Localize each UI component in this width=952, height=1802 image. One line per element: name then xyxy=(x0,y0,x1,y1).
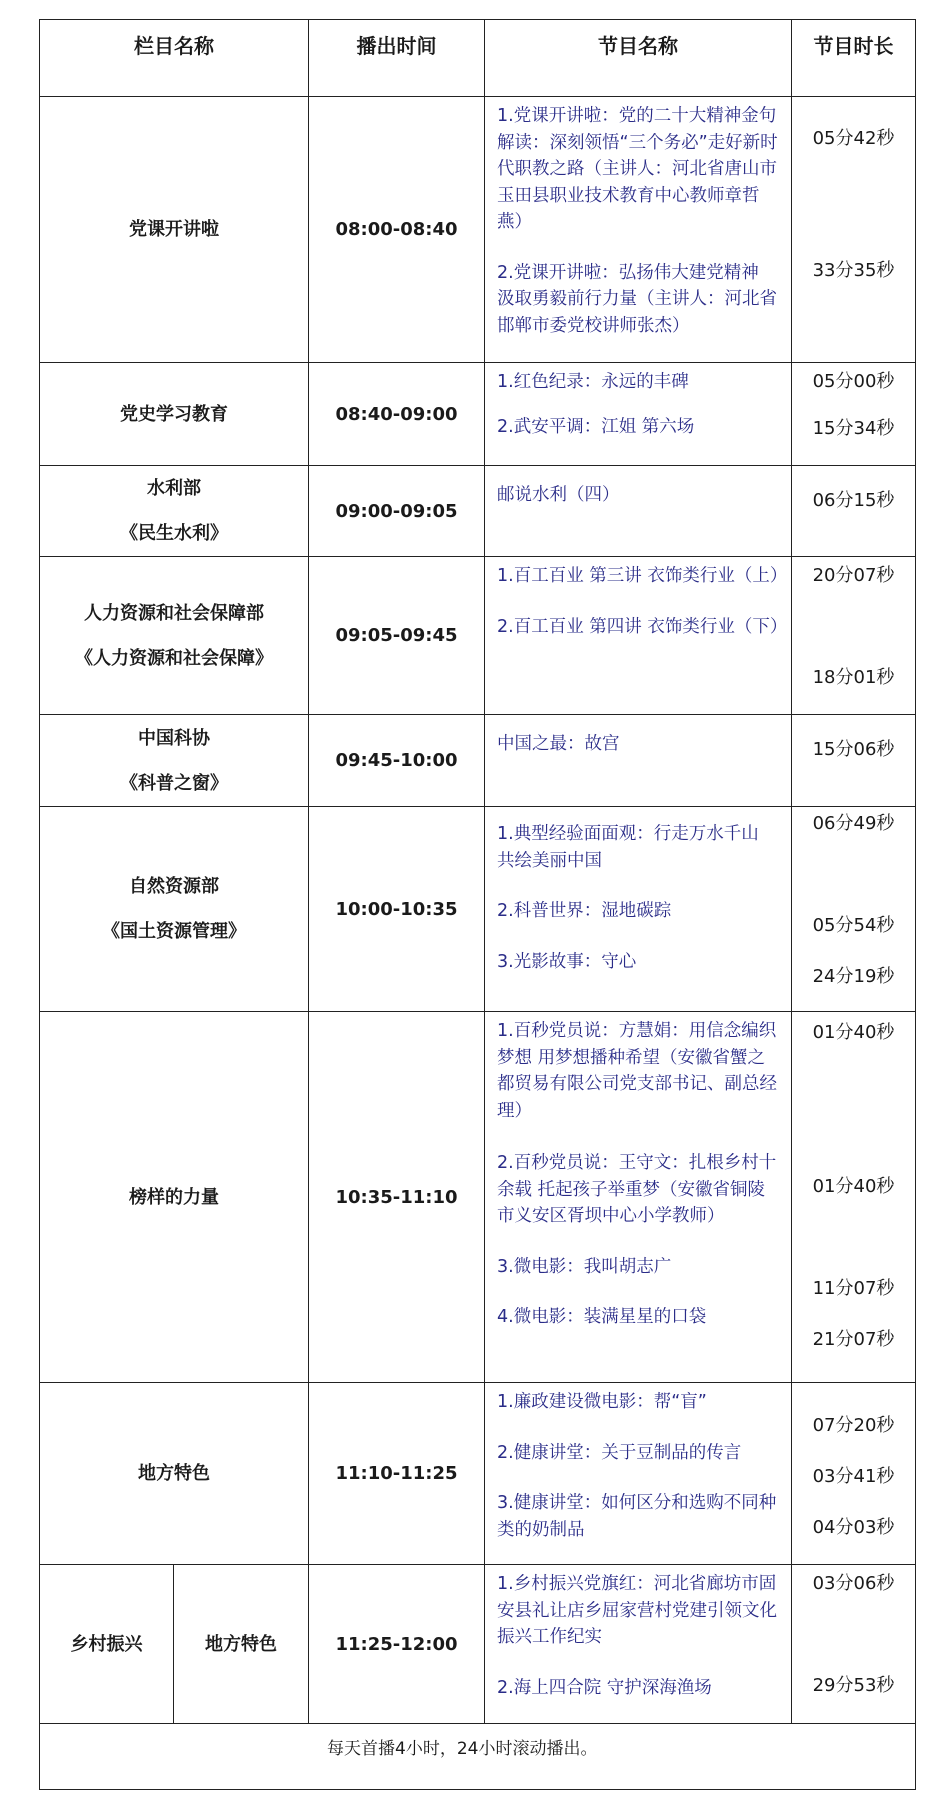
program-list xyxy=(485,363,792,466)
air-time: 11:10-11:25 xyxy=(309,1383,485,1565)
section-line: 《民生水利》 xyxy=(120,523,228,544)
table-row xyxy=(40,363,916,466)
program-item: 1.党课开讲啦：党的二十大精神金句解读：深刻领悟“三个务必”走好新时代职教之路（主讲人：河北省唐山市玉田县职业技术教育中心教师章哲燕） xyxy=(497,106,778,232)
duration: 20分07秒 xyxy=(812,565,895,586)
section-line: 水利部 xyxy=(147,478,201,499)
program-item: 中国之最：故宫 xyxy=(497,734,620,754)
program-item: 1.百工百业 第三讲 衣饰类行业（上） xyxy=(497,566,788,586)
program-item: 2.海上四合院 守护深海渔场 xyxy=(497,1677,712,1698)
duration: 05分54秒 xyxy=(812,915,895,936)
section-name xyxy=(40,466,309,557)
duration: 15分06秒 xyxy=(812,739,895,760)
program-list xyxy=(485,1012,792,1383)
section-line: 人力资源和社会保障部 xyxy=(84,602,264,624)
program-item: 1.红色纪录：永远的丰碑 xyxy=(497,372,689,392)
duration-cell xyxy=(792,1565,916,1724)
program-item: 2.百秒党员说：王守文：扎根乡村十余载 托起孩子举重梦（安徽省铜陵市义安区胥坝中心小学教师） xyxy=(497,1153,777,1226)
section-name xyxy=(40,363,309,466)
program-item: 1.乡村振兴党旗红：河北省廊坊市固安县礼让店乡屈家营村党建引领文化振兴工作纪实 xyxy=(497,1574,777,1647)
program-item: 3.光影故事：守心 xyxy=(497,951,637,972)
section-name xyxy=(40,807,309,1012)
program-item: 邮说水利（四） xyxy=(497,485,620,505)
section-line: 榜样的力量 xyxy=(129,1186,219,1208)
duration: 06分49秒 xyxy=(812,813,895,834)
table-row xyxy=(40,557,916,715)
program-item: 2.党课开讲啦：弘扬伟大建党精神 汲取勇毅前行力量（主讲人：河北省邯郸市委党校讲师张杰） xyxy=(497,262,777,336)
section-line: 党史学习教育 xyxy=(120,403,228,425)
duration-cell xyxy=(792,807,916,1012)
program-list xyxy=(485,715,792,807)
section-line: 党课开讲啦 xyxy=(129,219,219,240)
duration: 18分01秒 xyxy=(812,667,895,688)
section-line: 地方特色 xyxy=(138,1463,210,1484)
program-list xyxy=(485,97,792,363)
duration-cell xyxy=(792,363,916,466)
schedule-table xyxy=(39,19,916,1790)
section-line: 地方特色 xyxy=(205,1633,277,1655)
header-program: 节目名称 xyxy=(485,20,792,97)
program-list xyxy=(485,807,792,1012)
program-item: 1.百秒党员说：方慧娟：用信念编织梦想 用梦想播种希望（安徽省蟹之都贸易有限公司党支部书记、副总经理） xyxy=(497,1021,777,1121)
table-row xyxy=(40,466,916,557)
section-name xyxy=(40,557,309,715)
table-row xyxy=(40,1565,916,1724)
table-row xyxy=(40,715,916,807)
program-item: 1.廉政建设微电影：帮“盲” xyxy=(497,1392,707,1412)
duration: 06分15秒 xyxy=(812,490,895,511)
section-line: 《人力资源和社会保障》 xyxy=(75,647,273,669)
duration-cell xyxy=(792,1383,916,1565)
program-item: 3.微电影：我叫胡志广 xyxy=(497,1256,672,1277)
duration: 05分42秒 xyxy=(812,128,895,149)
section-line: 《科普之窗》 xyxy=(120,772,228,794)
duration: 01分40秒 xyxy=(812,1176,895,1197)
header-time: 播出时间 xyxy=(309,20,485,97)
duration: 01分40秒 xyxy=(812,1022,895,1043)
duration: 05分00秒 xyxy=(812,371,895,392)
program-list xyxy=(485,466,792,557)
program-item: 2.健康讲堂：关于豆制品的传言 xyxy=(497,1442,742,1463)
duration: 03分41秒 xyxy=(812,1466,895,1487)
header-row xyxy=(40,20,916,97)
section-outer-name: 乡村振兴 xyxy=(40,1565,174,1724)
duration-cell xyxy=(792,1012,916,1383)
duration: 29分53秒 xyxy=(812,1675,895,1696)
air-time: 09:00-09:05 xyxy=(309,466,485,557)
program-item: 2.武安平调：江姐 第六场 xyxy=(497,416,695,437)
table-row xyxy=(40,1383,916,1565)
table-row xyxy=(40,1012,916,1383)
table-row xyxy=(40,97,916,363)
program-item: 2.百工百业 第四讲 衣饰类行业（下） xyxy=(497,616,788,637)
program-item: 2.科普世界：湿地碳踪 xyxy=(497,901,672,921)
section-line: 中国科协 xyxy=(138,727,210,749)
air-time: 08:40-09:00 xyxy=(309,363,485,466)
air-time: 10:35-11:10 xyxy=(309,1012,485,1383)
duration: 15分34秒 xyxy=(812,418,895,439)
duration: 07分20秒 xyxy=(812,1415,895,1436)
program-list xyxy=(485,1565,792,1724)
section-name xyxy=(174,1565,309,1724)
footer-note: 每天首播4小时，24小时滚动播出。 xyxy=(40,1724,916,1790)
header-duration: 节目时长 xyxy=(792,20,916,97)
section-line: 《国土资源管理》 xyxy=(102,921,246,942)
duration: 33分35秒 xyxy=(812,260,895,281)
air-time: 10:00-10:35 xyxy=(309,807,485,1012)
section-name xyxy=(40,97,309,363)
duration: 24分19秒 xyxy=(812,966,895,987)
duration-cell xyxy=(792,97,916,363)
duration: 11分07秒 xyxy=(812,1278,895,1299)
program-item: 4.微电影：装满星星的口袋 xyxy=(497,1307,707,1327)
duration-cell xyxy=(792,466,916,557)
duration-cell xyxy=(792,715,916,807)
air-time: 08:00-08:40 xyxy=(309,97,485,363)
program-list xyxy=(485,557,792,715)
table-row xyxy=(40,807,916,1012)
section-name xyxy=(40,1012,309,1383)
duration: 03分06秒 xyxy=(812,1573,895,1594)
air-time: 09:45-10:00 xyxy=(309,715,485,807)
program-item: 3.健康讲堂：如何区分和选购不同种类的奶制品 xyxy=(497,1493,777,1540)
program-list xyxy=(485,1383,792,1565)
program-item: 1.典型经验面面观：行走万水千山 共绘美丽中国 xyxy=(497,824,759,871)
duration: 21分07秒 xyxy=(812,1329,895,1350)
duration: 04分03秒 xyxy=(812,1517,895,1538)
duration-cell xyxy=(792,557,916,715)
section-name xyxy=(40,715,309,807)
header-section: 栏目名称 xyxy=(40,20,309,97)
section-name xyxy=(40,1383,309,1565)
footer-row xyxy=(40,1724,916,1790)
air-time: 09:05-09:45 xyxy=(309,557,485,715)
air-time: 11:25-12:00 xyxy=(309,1565,485,1724)
section-line: 自然资源部 xyxy=(129,876,219,897)
